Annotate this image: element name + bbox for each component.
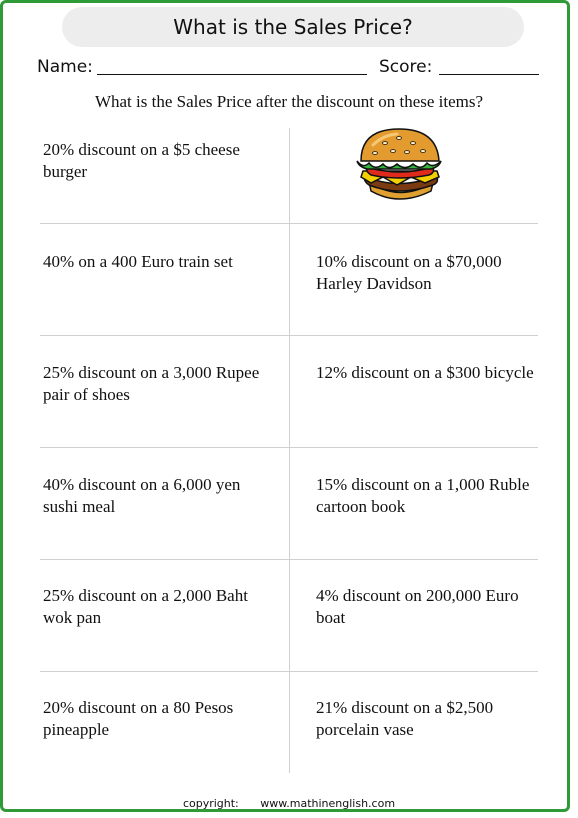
score-line xyxy=(439,74,539,75)
footer xyxy=(0,797,578,810)
problem-cell: 10% discount on a $70,000 Harley Davidson xyxy=(316,252,502,293)
worksheet-title: What is the Sales Price? xyxy=(62,7,524,47)
copyright-label: copyright: xyxy=(182,797,239,810)
name-label: Name: xyxy=(37,57,93,77)
problem-cell: 40% on a 400 Euro train set xyxy=(43,252,233,271)
problem-grid xyxy=(40,128,540,773)
instruction-text: What is the Sales Price after the discount on these items? xyxy=(94,92,484,111)
name-score-row xyxy=(37,57,547,79)
column-divider xyxy=(289,128,290,773)
row-divider xyxy=(40,447,538,448)
name-line xyxy=(97,74,367,75)
problem-cell: 15% discount on a 1,000 Ruble cartoon book xyxy=(316,475,530,516)
row-divider xyxy=(40,223,538,224)
problem-cell: 20% discount on a 80 Pesos pineapple xyxy=(43,698,234,739)
problem-cell: 12% discount on a $300 bicycle xyxy=(316,363,534,382)
score-label: Score: xyxy=(379,57,433,77)
problem-cell: 21% discount on a $2,500 porcelain vase xyxy=(316,698,494,739)
problem-cell: 20% discount on a $5 cheese burger xyxy=(43,140,240,181)
problem-cell: 25% discount on a 2,000 Baht wok pan xyxy=(43,586,248,627)
cheeseburger-icon xyxy=(327,121,467,205)
row-divider xyxy=(40,671,538,672)
website-link[interactable]: www.mathinenglish.com xyxy=(260,797,396,810)
problem-cell: 25% discount on a 3,000 Rupee pair of shoes xyxy=(43,363,260,404)
problem-cell: 40% discount on a 6,000 yen sushi meal xyxy=(43,475,241,516)
row-divider xyxy=(40,335,538,336)
row-divider xyxy=(40,559,538,560)
problem-cell: 4% discount on 200,000 Euro boat xyxy=(316,586,519,627)
